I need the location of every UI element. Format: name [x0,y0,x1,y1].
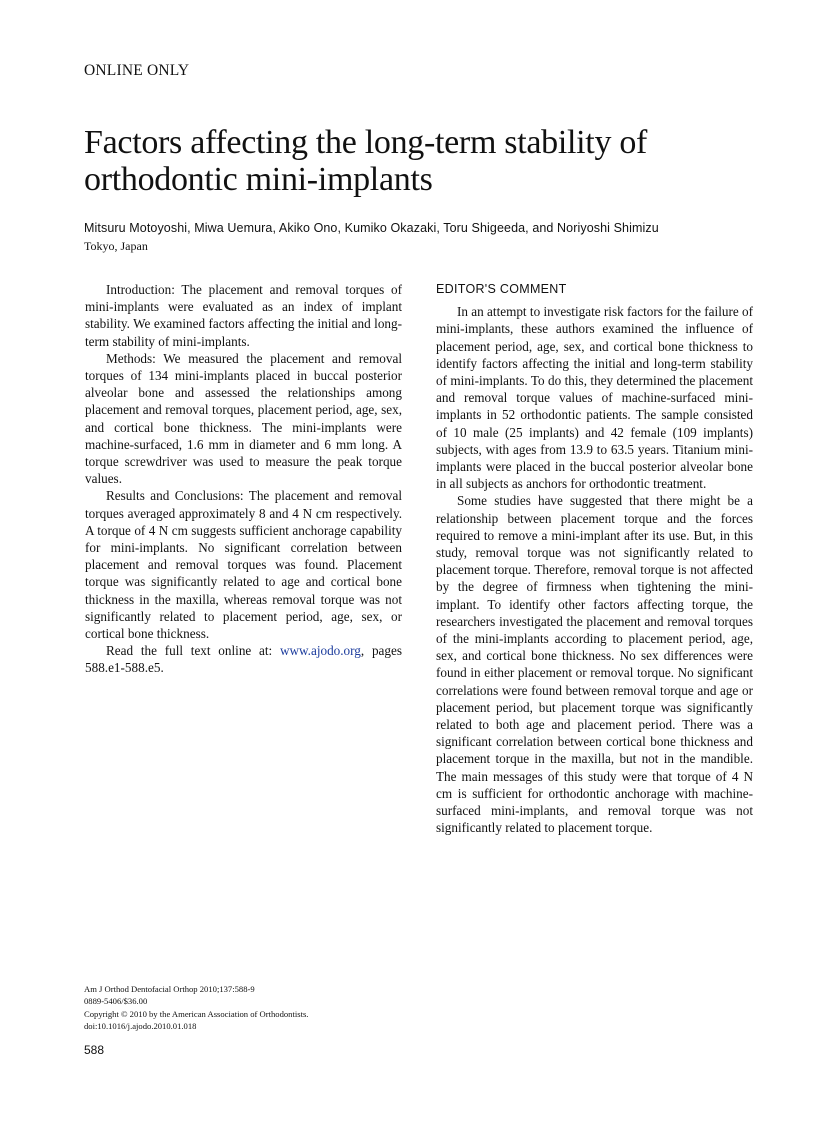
abstract-column [85,281,402,677]
journal-link[interactable]: www.ajodo.org [279,643,361,659]
copyright-notice: Copyright © 2010 by the American Association of Orthodontists. [84,1008,309,1019]
author-list: Mitsuru Motoyoshi, Miwa Uemura, Akiko Ono, Kumiko Okazaki, Toru Shigeeda, and Noriyoshi Shimizu [84,221,659,235]
doi: doi:10.1016/j.ajodo.2010.01.018 [84,1021,197,1032]
editors-comment-column [436,281,753,837]
read-online-prefix: Read the full text online at: [106,643,280,659]
publication-footer [84,983,308,1033]
issn: 0889-5406/$36.00 [84,996,148,1007]
read-online-suffix: , pages 588.e1-588.e5. [85,643,402,676]
editors-comment-paragraph: In an attempt to investigate risk factors for the failure of mini-implants, these authors examined the influence of placement period, age, sex, and cortical bone thickness to identify factors affecting the initial and long-term stability of mini-implants. To do this, they determined the placement and removal torque values of machine-surfaced mini-implants in 52 orthodontic patients. The sample consisted of 10 male (25 implants) and 42 female (109 implants) subjects, with ages from 13.9 to 63.5 years. Titanium mini-implants were placed in the buccal posterior alveolar bone in all subjects as anchors for orthodontic treatment. [436,304,753,492]
page-number: 588 [84,1043,105,1057]
abstract-introduction: Introduction: The placement and removal torques of mini-implants were evaluated as an index of implant stability. We examined factors affecting the initial and long-term stability of mini-implants. [85,282,402,349]
journal-citation: Am J Orthod Dentofacial Orthop 2010;137:588-9 [84,984,255,994]
abstract-results: Results and Conclusions: The placement and removal torques averaged approximately 8 and 4 N cm respectively. A torque of 4 N cm suggests sufficient anchorage capability for mini-implants. No significant correlation between placement and removal torques was found. Placement torque was significantly related to age and cortical bone thickness in the maxilla, whereas removal torque was not significantly related to placement period, age, sex, or cortical bone thickness. [85,488,402,642]
read-online-note [85,642,402,676]
article-title: Factors affecting the long-term stability of orthodontic mini-implants [84,124,648,198]
editors-comment-paragraph: Some studies have suggested that there might be a relationship between placement torque and the forces required to remove a mini-implant after its use. But, in this study, removal torque was not significantly related to placement torque. Therefore, removal torque is not affected by the degree of firmness when tightening the mini-implant. To identify other factors affecting torque, the researchers investigated the placement and removal torques of the mini-implants according to placement period, age, sex, and cortical bone thickness. No sex differences were found in either placement or removal torque. No significant correlations were found between removal torque and age or placement period, but placement torque was significantly related to both age and placement period. There was a significant correlation between cortical bone thickness and placement torque in the maxilla, but not in the mandible. The main messages of this study were that torque of 4 N cm is sufficient for orthodontic anchorage with machine-surfaced mini-implants, and removal torque was not significantly related to placement torque. [436,493,753,836]
abstract-methods: Methods: We measured the placement and removal torques of 134 mini-implants placed in buccal posterior alveolar bone and assessed the relationships among placement and removal torques, placement period, age, sex, and cortical bone thickness. The mini-implants were machine-surfaced, 1.6 mm in diameter and 6 mm long. A torque screwdriver was used to measure the peak torque values. [85,350,402,487]
editors-comment-heading: EDITOR'S COMMENT [436,282,567,296]
author-location: Tokyo, Japan [84,239,148,253]
section-label: ONLINE ONLY [84,62,190,79]
